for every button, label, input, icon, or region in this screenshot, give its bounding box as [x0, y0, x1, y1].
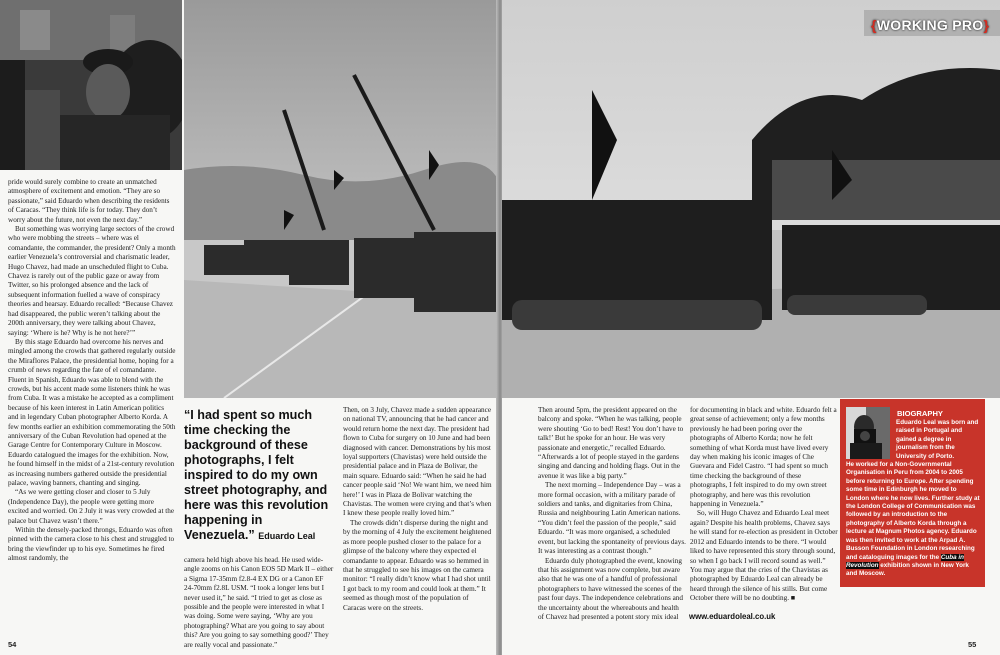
- left-col1-paragraph-3: By this stage Eduardo had overcome his nerves and mingled among the crowds that gathered regularly outside the Miraflores Palace, the presidential home, hoping for a crumb of news regarding the fate of el comandante. Fluent in Spanish, Eduardo was able to blend with the crowds, but his accent made some listeners think he was from Cuba. It was a mistake he accepted as a compliment because of his keen interest in Latin American politics and in legendary Cuban photographer Alberto Korda. A few months earlier an exhibition commemorating the 50th anniversary of the Cuban Revolution had opened at the Garage Centre for Contemporary Culture in Moscow. Eduardo catalogued the images for the exhibition. Now, he found himself in the midst of a 21st-century revolution as increasing numbers gathered outside the presidential palace, waving banners, chanting and singing.: [8, 337, 176, 487]
- tank-parade-image-left: [184, 0, 498, 398]
- right-column-1: [538, 406, 686, 622]
- right-column-2: [690, 406, 838, 604]
- left-col2-paragraph-1: camera held high above his head. He used wide-angle zooms on his Canon EOS 5D Mark II – either a Sigma 17-35mm f2.8-4 EX DG or a Canon EF 24-70mm f2.8L USM. “I took a longer lens but I never used it,” he said. “I tried to get as close as possible and the people were interested in what I was doing. Some were saying, ‘Why are you photographing? What are you going to say about this? Are you going to say something good?’ They are really vocal and passionate.”: [184, 556, 334, 649]
- biography-lead: Eduardo Leal was born and raised in Portugal and gained a degree in journalism from the University of Porto.: [896, 419, 979, 460]
- tank-parade-image-right: [502, 0, 1000, 398]
- biography-body: He worked for a Non-Governmental Organisation in Peru from 2004 to 2005 before returning to Europe. After spending some time in Edinburgh he moved to London where he now lives. Further study at the London College of Communication was followed by an introduction to the photography of Alberto Korda through a lecture at Magnum Photos agency. Eduardo was then invited to work at the Arpad A. Busson Foundation in London researching and cataloguing images for the: [846, 461, 980, 561]
- left-column-2: [184, 556, 334, 650]
- military-parade-photo-right: [502, 0, 1000, 398]
- biography-tail: exhibition shown in New York and Moscow.: [846, 561, 969, 578]
- soldier-portrait-photo: [0, 0, 182, 170]
- left-col3-paragraph-2: The crowds didn’t disperse during the night and by the morning of 4 July the excitement heightened as more people pushed closer to the palace for a glimpse of the balcony where they expected el comandante to appear. Eduardo was so hemmed in that he struggled to see his images on the camera monitor: “I really didn’t know what I had shot until I got back to my room and could look at them.” It seemed as though most of the population of Caracas were on the streets.: [343, 518, 492, 612]
- left-col3-paragraph-1: Then, on 3 July, Chavez made a sudden appearance on national TV, announcing that he had cancer and would return home the next day. The president had flown to Cuba for surgery on 10 June and had been diagnosed with cancer. Demonstrations by his most loyal supporters (Chavistas) were held outside the presidential palace and in Plaza de Bolivar, the main square. Eduardo said: “When he said he had cancer people said ‘No! We want him, we need him here!’ I was in Plaza de Bolivar watching the Chavistas. The women were crying and that’s when I knew these people really loved him.”: [343, 406, 492, 518]
- soldier-portrait-image: [0, 0, 182, 170]
- website-url[interactable]: www.eduardoleal.co.uk: [689, 612, 776, 621]
- section-tag-open-brace: {: [871, 17, 877, 33]
- left-page: [0, 0, 498, 655]
- right-col2-paragraph-2: So, will Hugo Chavez and Eduardo Leal meet again? Despite his health problems, Chavez says he will stand for re-election as president in October 2012 and Eduardo intends to be there. “I would liked to have represented this story through sound, so when I go back I will record sound as well.” You may argue that the cries of the Chavistas as photographed by Eduardo Leal can already be heard through the silence of his stills. But come October there will be no doubting. ■: [690, 509, 838, 603]
- page-number-right: 55: [968, 640, 977, 649]
- section-tag-close-brace: }: [983, 17, 990, 33]
- military-parade-photo-left: [184, 0, 498, 398]
- left-column-1: [8, 178, 176, 564]
- page-number-left: 54: [8, 640, 17, 649]
- pull-quote: [184, 408, 334, 544]
- right-col1-paragraph-3: Eduardo duly photographed the event, knowing that his assignment was now complete, but aware also that he was one of a handful of professional photographers to have witnessed the scenes of the past four days. The independence celebrations and the uncertainty about the whereabouts and health of Chavez had presented a potent story mix ideal: [538, 556, 683, 621]
- biography-heading: BIOGRAPHY: [897, 409, 943, 418]
- section-tag: [871, 17, 989, 33]
- left-column-3: [343, 406, 493, 613]
- pull-quote-text: “I had spent so much time checking the background of these photographs, I felt inspired to do my own street photography, and here was this revolution happening in Venezuela.”: [184, 408, 329, 542]
- left-col1-paragraph-4: “As we were getting closer and closer to 5 July (Independence Day), the people were getting more excited and worried. On 2 July it was very crowded at the palace but Chavez wasn’t there.”: [8, 488, 175, 525]
- left-col1-paragraph-1: pride would surely combine to create an unmatched atmosphere of excitement and emotion. “They are so passionate,” said Eduardo when describing the residents of Caracas. “They think life is for today. They don’t worry about the future, not even the next day.”: [8, 178, 170, 224]
- left-col1-paragraph-5: Within the densely-packed throngs, Eduardo was often pinned with the camera close to his chest and struggled to bring the viewfinder up to his eye. Sometimes he fired almost randomly, the: [8, 526, 175, 563]
- right-col2-paragraph-1: for documenting in black and white. Eduardo felt a great sense of achievement; only a few months previously he had been poring over the photographs of Alberto Korda; now he felt something of what Korda must have lived every day when making his iconic images of Che Guevara and Fidel Castro. “I had spent so much time checking the background of these photographs, I felt inspired to do my own street photography, and here was this revolution happening in Venezuela.”: [690, 406, 837, 509]
- pull-quote-attribution: Eduardo Leal: [258, 531, 316, 541]
- biography-box: [840, 399, 985, 587]
- biography-text: [846, 419, 981, 579]
- right-col1-paragraph-2: The next morning – Independence Day – was a more formal occasion, with a military parade of soldiers and tanks, and dignitaries from China, Russia and neighbouring Latin American nations. “You didn’t feel the passion of the people,” said Eduardo. “It was more organised, a scheduled event, but lacking the spontaneity of previous days. It was interesting as a contrast though.”: [538, 481, 686, 556]
- biography-exhibition-title: Cuba in Revolution: [846, 553, 964, 569]
- left-col1-paragraph-2: But something was worrying large sectors of the crowd who were mobbing the streets – where was el comandante, the commander, the president? Only a month earlier Venezuela’s controversial and charismatic leader, Hugo Chavez, had made an unscheduled flight to Cuba. Chavez is rarely out of the public gaze or away from Twitter, so his prolonged absence and the lack of subsequent information fuelled a wave of conspiracy theories and hearsay. Eduardo recalled: “Because Chavez had disappeared, the public weren’t talking about the 200th anniversary, they were talking about Chavez, saying: ‘Where is he? Why is he not here?’”: [8, 225, 176, 337]
- section-tag-label: WORKING PRO: [876, 17, 984, 33]
- right-col1-paragraph-1: Then around 5pm, the president appeared on the balcony and spoke. “When he was talking, people were shouting ‘Go to bed! Rest! You don’t have to talk!’ But he spoke for an hour. He was very passionate and energetic,” recalled Eduardo. “Afterwards a lot of people stayed in the gardens singing and dancing and holding flags. Out in the avenue it was like a big party.”: [538, 406, 684, 480]
